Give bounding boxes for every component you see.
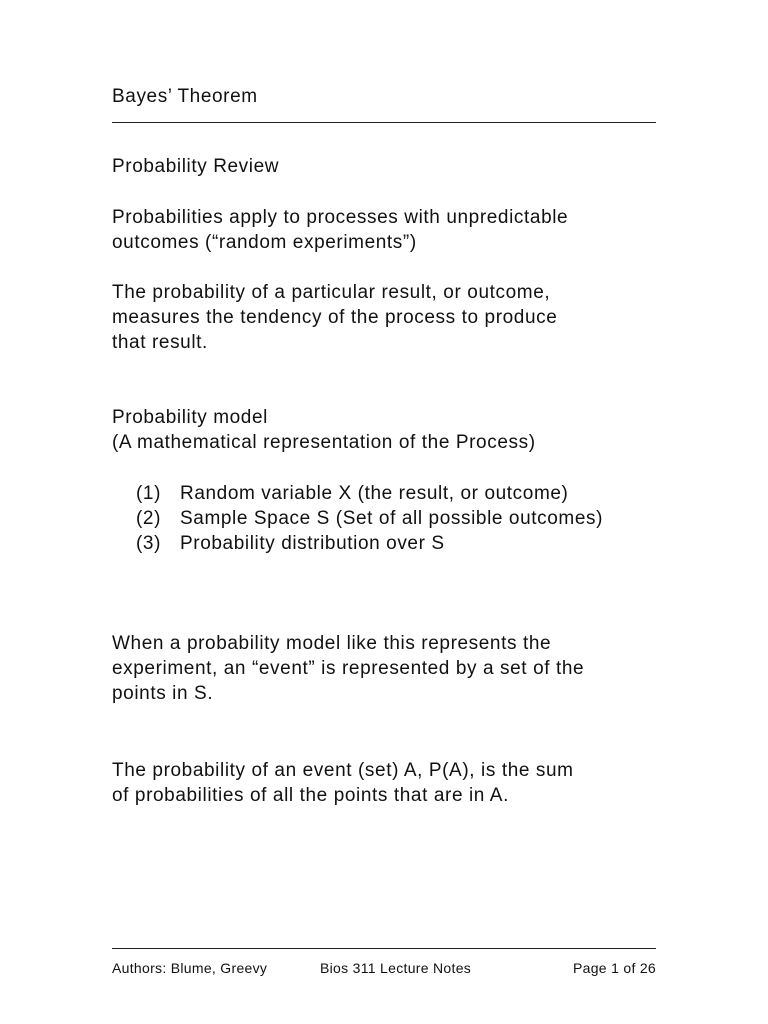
- list-item: [136, 531, 603, 556]
- footer-page-number: Page 1 of 26: [573, 960, 656, 976]
- list-item: [136, 481, 603, 506]
- paragraph-event-definition: When a probability model like this represents the experiment, an “event” is represented by a set of the points in S.: [112, 633, 585, 704]
- section-heading: Probability Review: [112, 156, 280, 177]
- list-item-number: (1): [136, 483, 162, 504]
- header-divider: [112, 122, 656, 123]
- footer-authors: Authors: Blume, Greevy: [112, 960, 268, 976]
- footer-course: Bios 311 Lecture Notes: [320, 960, 472, 976]
- probability-model-list: [136, 481, 603, 556]
- paragraph-probability-definition: The probability of a particular result, or outcome, measures the tendency of the process to produce that result.: [112, 282, 558, 353]
- list-item-text: Sample Space S (Set of all possible outcomes): [180, 508, 604, 529]
- list-item-text: Probability distribution over S: [180, 533, 445, 554]
- probability-model-heading: Probability model (A mathematical representation of the Process): [112, 407, 536, 453]
- paragraph-probabilities: Probabilities apply to processes with unpredictable outcomes (“random experiments”): [112, 207, 569, 253]
- footer-divider: [112, 948, 656, 949]
- paragraph-event-probability: The probability of an event (set) A, P(A), is the sum of probabilities of all the points that are in A.: [112, 760, 574, 806]
- list-item-number: (2): [136, 508, 162, 529]
- page-title: Bayes’ Theorem: [112, 86, 258, 107]
- list-item-number: (3): [136, 533, 162, 554]
- list-item-text: Random variable X (the result, or outcome): [180, 483, 569, 504]
- list-item: [136, 506, 603, 531]
